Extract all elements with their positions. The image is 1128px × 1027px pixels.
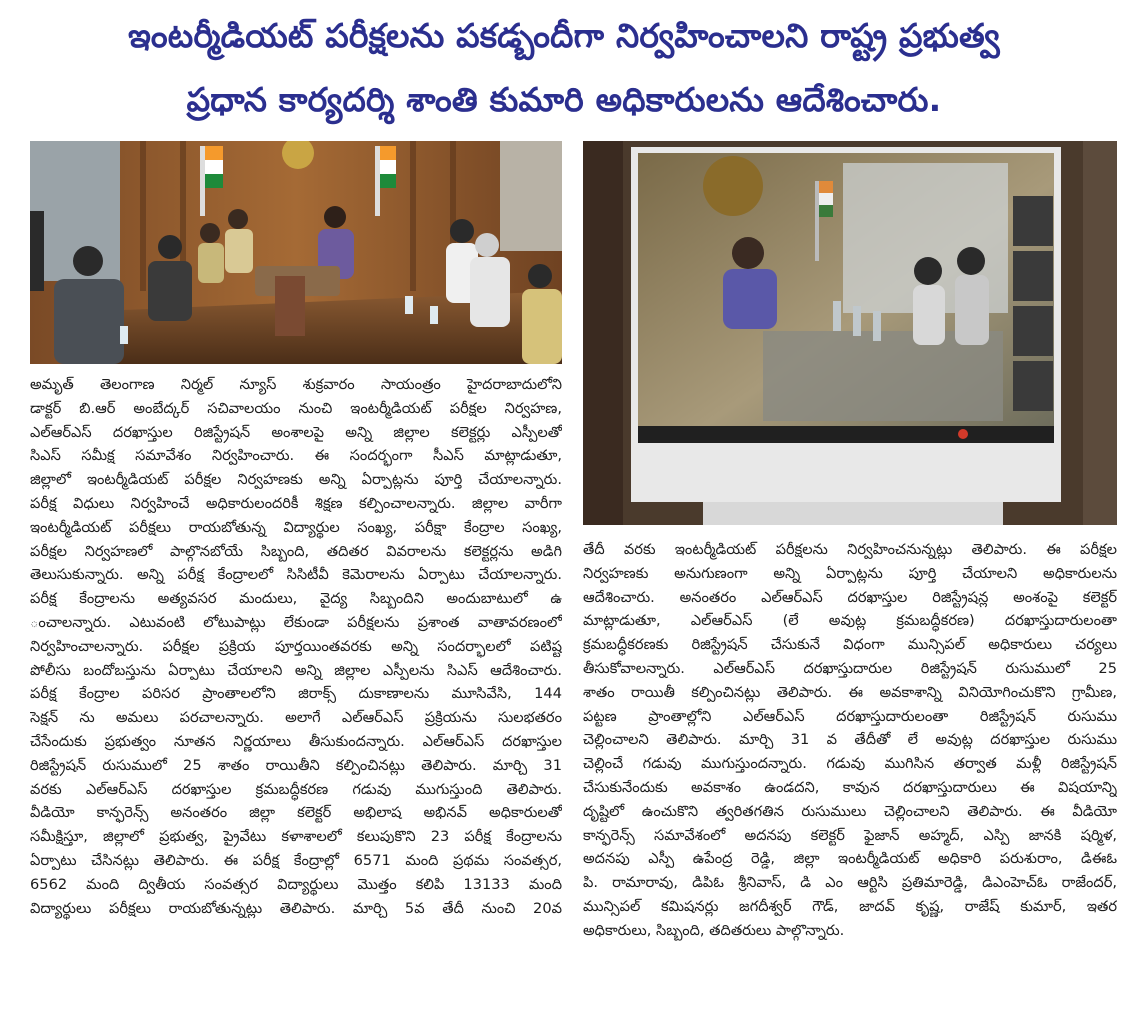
article-line: శాతం రాయితీ కల్పించినట్లు తెలిపారు. ఈ అవకాశాన్ని వినియోగించుకొని గ్రామీణ, [583,683,1117,701]
article-line: చేసుకునేందుకు అవకాశం ఉండదని, కావున దరఖాస్తుదారులు ఈ విషయాన్ని [583,778,1117,796]
article-line: మాట్లాడుతూ, ఎల్ఆర్ఎస్ (లే అవుట్ల క్రమబద్ధీకరణ) దరఖాస్తుదారులంతా [583,612,1117,630]
meeting-room-photo [30,141,562,364]
article-line: క్రమబద్ధీకరణకు రిజిస్ట్రేషన్ చేసుకునే విధంగా మున్సిపల్ అధికారులు చర్యలు [583,636,1117,654]
article-line: వీడియో కాన్ఫరెన్స్ అనంతరం జిల్లా కలెక్టర్ అభిలాష అభినవ్ అధికారులతో [30,804,562,822]
video-conference-illustration [583,141,1117,525]
article-line: విద్యార్థులు పరీక్షలు రాయబోతున్నట్లు తెలిపారు. మార్చి 5వ తేదీ నుంచి 20వ [30,899,562,917]
video-conference-photo [583,141,1117,525]
article-line: ఏర్పాటు చేసినట్లు తెలిపారు. ఈ పరీక్ష కేంద్రాల్లో 6571 మంది ప్రథమ సంవత్సర, [30,851,562,869]
headline-line-2: ప్రధాన కార్యదర్శి శాంతి కుమారి అధికారులను ఆదేశించారు. [186,80,942,119]
article-line: అధికారులు, సిబ్బంది, తదితరులు పాల్గొన్నారు. [583,921,845,939]
article-line: సమీక్షిస్తూ, జిల్లాలో ప్రభుత్వ, ప్రైవేటు కళాశాలలో కలుపుకొని 23 పరీక్ష కేంద్రాలను [30,828,562,846]
article-line: పరీక్ష విధులు నిర్వహించే అధికారులందరికీ శిక్షణ కల్పించాలన్నారు. జిల్లాల వారీగా [30,494,562,512]
article-line: అమృత్ తెలంగాణ నిర్మల్ న్యూస్ శుక్రవారం సాయంత్రం హైదరాబాదులోని [30,376,562,393]
article-line: నిర్వహణకు అనుగుణంగా అన్ని ఏర్పాట్లను పూర్తి చేయాలని అధికారులను [583,564,1117,582]
article-line: ఇంటర్మీడియట్ పరీక్షలు రాయబోతున్న విద్యార్థుల సంఖ్య, పరీక్షా కేంద్రాల సంఖ్య, [30,518,562,536]
article-line: ంచాలన్నారు. ఎటువంటి లోటుపాట్లు లేకుండా పరీక్షలను ప్రశాంత వాతావరణంలో [30,613,562,631]
article-line: ఎల్ఆర్ఎస్ దరఖాస్తుల రిజిస్ట్రేషన్ అంశాలపై అన్ని జిల్లాల కలెక్టర్లు ఎస్పీలతో [30,423,562,441]
article-line: మున్సిపల్ కమిషనర్లు జగదీశ్వర్ గౌడ్, జాదవ్ కృష్ణ, రాజేష్ కుమార్, ఇతర [583,897,1117,915]
article-line: ఆదేశించారు. అనంతరం ఎల్ఆర్ఎస్ దరఖాస్తుల రిజిస్ట్రేషన్ల అంశంపై కలెక్టర్ [583,588,1117,606]
headline-line-1: ఇంటర్మీడియట్ పరీక్షలను పకడ్బందీగా నిర్వహించాలని రాష్ట్ర ప్రభుత్వ [128,16,1000,55]
article-line: సిఎస్ సమీక్ష సమావేశం నిర్వహించారు. ఈ సందర్భంగా సీఎస్ మాట్లాడుతూ, [30,447,562,465]
article-line: జిల్లాలో ఇంటర్మీడియట్ పరీక్షల నిర్వహణకు అన్ని ఏర్పాట్లను పూర్తి చేయాలన్నారు. [30,471,562,489]
article-line: చెల్లించే గడువు ముగుస్తుందన్నారు. గడువు ముగిసిన తర్వాత మళ్లీ రిజిస్ట్రేషన్ [583,755,1117,773]
article-column-left [30,373,562,920]
article-line: తెలుసుకున్నారు. అన్ని పరీక్ష కేంద్రాలలో సిసిటీవీ కెమెరాలను ఏర్పాటు చేయాలన్నారు. [30,566,562,584]
article-line: 6562 మంది ద్వితీయ సంవత్సర విద్యార్థులు మొత్తం కలిపి 13133 మంది [30,875,562,893]
article-line: చేసేందుకు ప్రభుత్వం నూతన నిర్ణయాలు తీసుకుందన్నారు. ఎల్ఆర్ఎస్ దరఖాస్తుల [30,732,562,750]
article-line: పరీక్షల నిర్వహణలో పాల్గొనబోయే సిబ్బంది, తదితర వివరాలను కలెక్టర్లను అడిగి [30,542,562,560]
article-line: డాక్టర్ బి.ఆర్ అంబేద్కర్ సచివాలయం నుంచి ఇంటర్మీడియట్ పరీక్షల నిర్వహణ, [30,399,562,417]
article-line: తీసుకోవాలన్నారు. ఎల్ఆర్ఎస్ దరఖాస్తుదారుల రిజిస్ట్రేషన్ రుసుములో 25 [583,659,1117,677]
article-line: కాన్ఫరెన్స్ సమావేశంలో అదనపు కలెక్టర్ ఫైజాన్ అహ్మద్, ఎస్పి జానకి షర్మిళ, [583,826,1117,844]
article-line: తేదీ వరకు ఇంటర్మీడియట్ పరీక్షలను నిర్వహించనున్నట్లు తెలిపారు. ఈ పరీక్షల [583,541,1117,558]
article-line: పి. రామారావు, డిపిఓ శ్రీనివాస్, డి ఎం ఆర్టిసి ప్రతిమారెడ్డి, డిఎంహెచ్ఓ రాజేందర్, [583,874,1117,892]
article-line: వరకు ఎల్ఆర్ఎస్ దరఖాస్తుల క్రమబద్ధీకరణ గడువు ముగుస్తుంది తెలిపారు. [30,780,562,798]
meeting-room-illustration [30,141,562,364]
article-line: నిర్వహించాలన్నారు. పరీక్షల ప్రక్రియ పూర్తయింతవరకు అన్ని సందర్భాలలో పటిష్ట [30,637,562,655]
article-column-right [583,538,1117,943]
headline [0,4,1128,132]
article-line: దృష్టిలో ఉంచుకొని త్వరితగతిన రుసుములు చెల్లించాలని తెలిపారు. ఈ వీడియో [583,802,1117,820]
article-line: సెక్షన్ ను అమలు పరచాలన్నారు. అలాగే ఎల్ఆర్ఎస్ ప్రక్రియను సులభతరం [30,709,562,727]
article-line: అదనపు ఎస్పీ ఉపేంద్ర రెడ్డి, జిల్లా ఇంటర్మీడియట్ అధికారి పరుశురాం, డిఈఓ [583,850,1117,868]
article-line: పరీక్ష కేంద్రాల పరిసర ప్రాంతాలలోని జిరాక్స్ దుకాణాలను మూసివేసి, 144 [30,685,562,703]
article-line: పట్టణ ప్రాంతాల్లోని ఎల్ఆర్ఎస్ దరఖాస్తుదారులంతా రిజిస్ట్రేషన్ రుసుము [583,707,1117,725]
article-line: చెల్లించాలని తెలిపారు. మార్చి 31 వ తేదీతో లే అవుట్ల దరఖాస్తుల రుసుము [583,731,1117,749]
article-line: పరీక్ష కేంద్రాలను అత్యవసర మందులు, వైద్య సిబ్బందిని అందుబాటులో ఉ [30,590,562,608]
article-line: రిజిస్ట్రేషన్ రుసుములో 25 శాతం రాయితీని కల్పించినట్లు తెలిపారు. మార్చి 31 [30,756,562,774]
article-line: పోలీసు బందోబస్తును ఏర్పాటు చేయాలని అన్ని జిల్లాల ఎస్పీలను సిఎస్ ఆదేశించారు. [30,661,562,679]
